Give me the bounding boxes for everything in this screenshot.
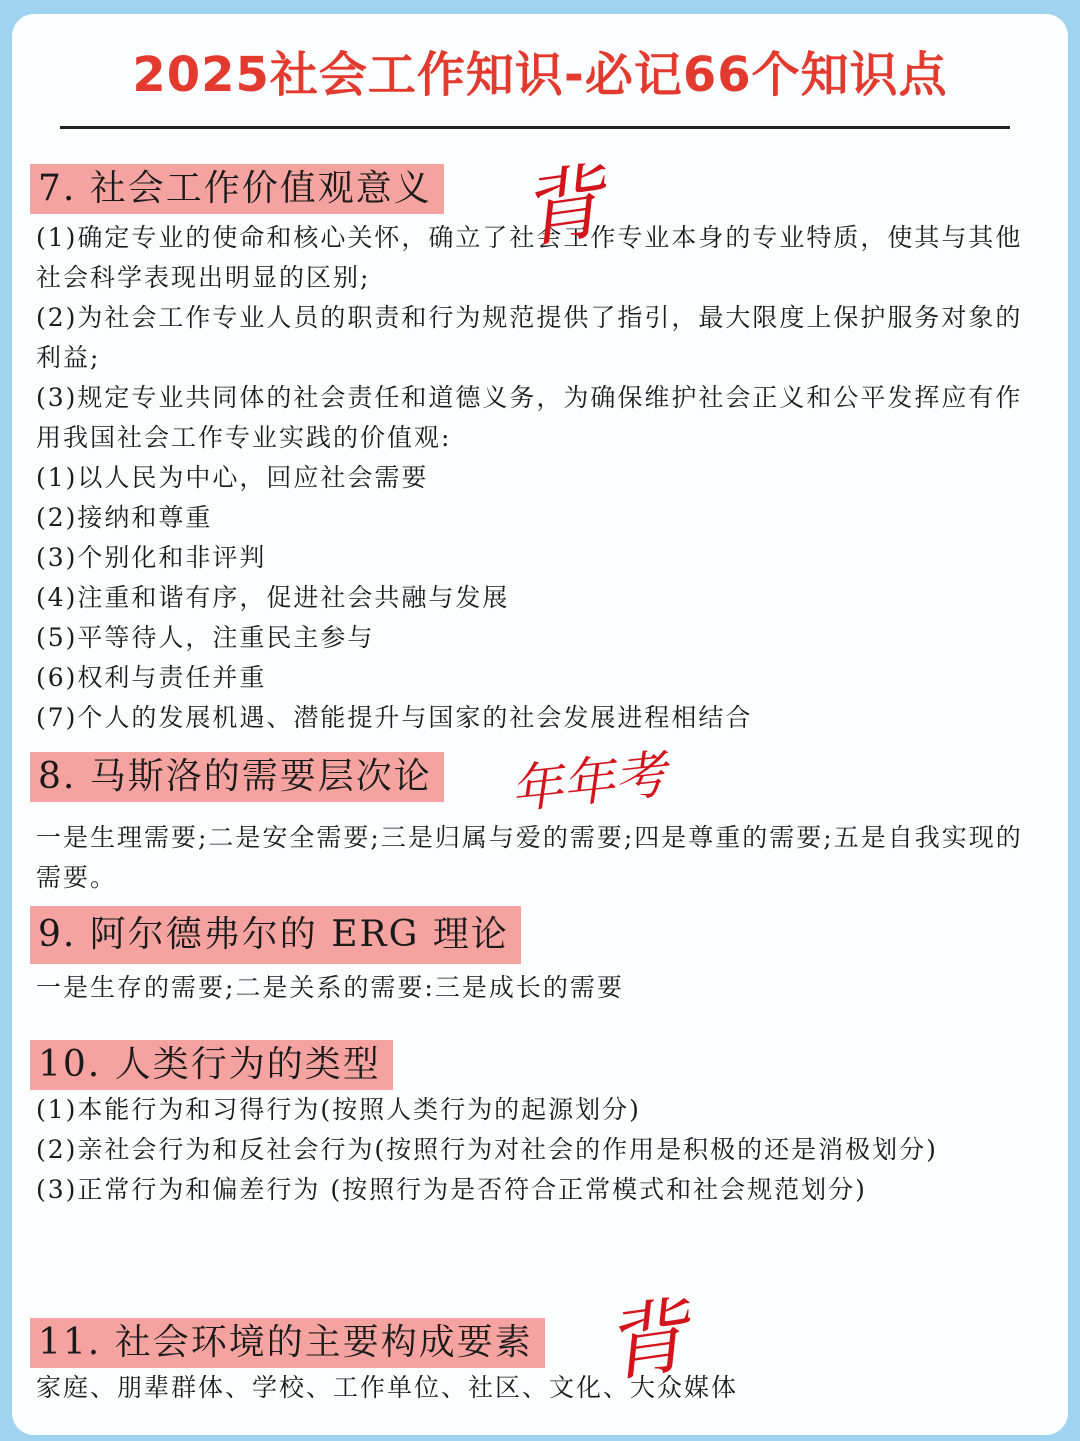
section-body	[30, 1090, 1050, 1210]
handwritten-annotation: 背	[598, 1288, 694, 1395]
handwritten-annotation: 年年考	[507, 744, 670, 821]
body-line: 家庭、朋辈群体、学校、工作单位、社区、文化、大众媒体	[36, 1373, 739, 1402]
body-line: (1)确定专业的使命和核心关怀，确立了社会工作专业本身的专业特质，使其与其他社会科学表现出明显的区别;	[36, 223, 1023, 292]
content-card	[12, 14, 1068, 1435]
section-body	[30, 218, 1050, 738]
section-10	[30, 1040, 1050, 1210]
section-heading: 7. 社会工作价值观意义	[30, 164, 444, 214]
body-line: 一是生存的需要;二是关系的需要:三是成长的需要	[36, 973, 624, 1002]
body-line: (2)为社会工作专业人员的职责和行为规范提供了指引，最大限度上保护服务对象的利益;	[36, 303, 1023, 372]
section-heading: 11. 社会环境的主要构成要素	[30, 1318, 545, 1368]
body-line: (3)个别化和非评判	[36, 543, 267, 572]
body-line: (3)规定专业共同体的社会责任和道德义务，为确保维护社会正义和公平发挥应有作用我国社会工作专业实践的价值观:	[36, 383, 1023, 452]
body-line: (6)权利与责任并重	[36, 663, 267, 692]
body-line: (1)以人民为中心，回应社会需要	[36, 463, 429, 492]
body-line: (2)接纳和尊重	[36, 503, 213, 532]
section-heading: 8. 马斯洛的需要层次论	[30, 752, 444, 802]
body-line: (7)个人的发展机遇、潜能提升与国家的社会发展进程相结合	[36, 703, 753, 732]
title-divider	[60, 126, 1010, 129]
section-body	[30, 968, 1050, 1008]
section-heading: 9. 阿尔德弗尔的 ERG 理论	[30, 906, 521, 964]
body-line: (1)本能行为和习得行为(按照人类行为的起源划分)	[36, 1095, 641, 1124]
section-11	[30, 1318, 1050, 1408]
body-line: (2)亲社会行为和反社会行为(按照行为对社会的作用是积极的还是消极划分)	[36, 1135, 938, 1164]
section-body	[30, 818, 1050, 898]
page-title: 2025社会工作知识-必记66个知识点	[132, 47, 948, 103]
body-line: 一是生理需要;二是安全需要;三是归属与爱的需要;四是尊重的需要;五是自我实现的需要。	[36, 823, 1023, 892]
body-line: (4)注重和谐有序，促进社会共融与发展	[36, 583, 510, 612]
section-heading: 10. 人类行为的类型	[30, 1040, 393, 1090]
section-9	[30, 906, 1050, 1008]
body-line: (5)平等待人，注重民主参与	[36, 623, 375, 652]
body-line: (3)正常行为和偏差行为 (按照行为是否符合正常模式和社会规范划分)	[36, 1175, 867, 1204]
handwritten-annotation: 背	[514, 154, 610, 261]
section-body	[30, 1368, 1050, 1408]
